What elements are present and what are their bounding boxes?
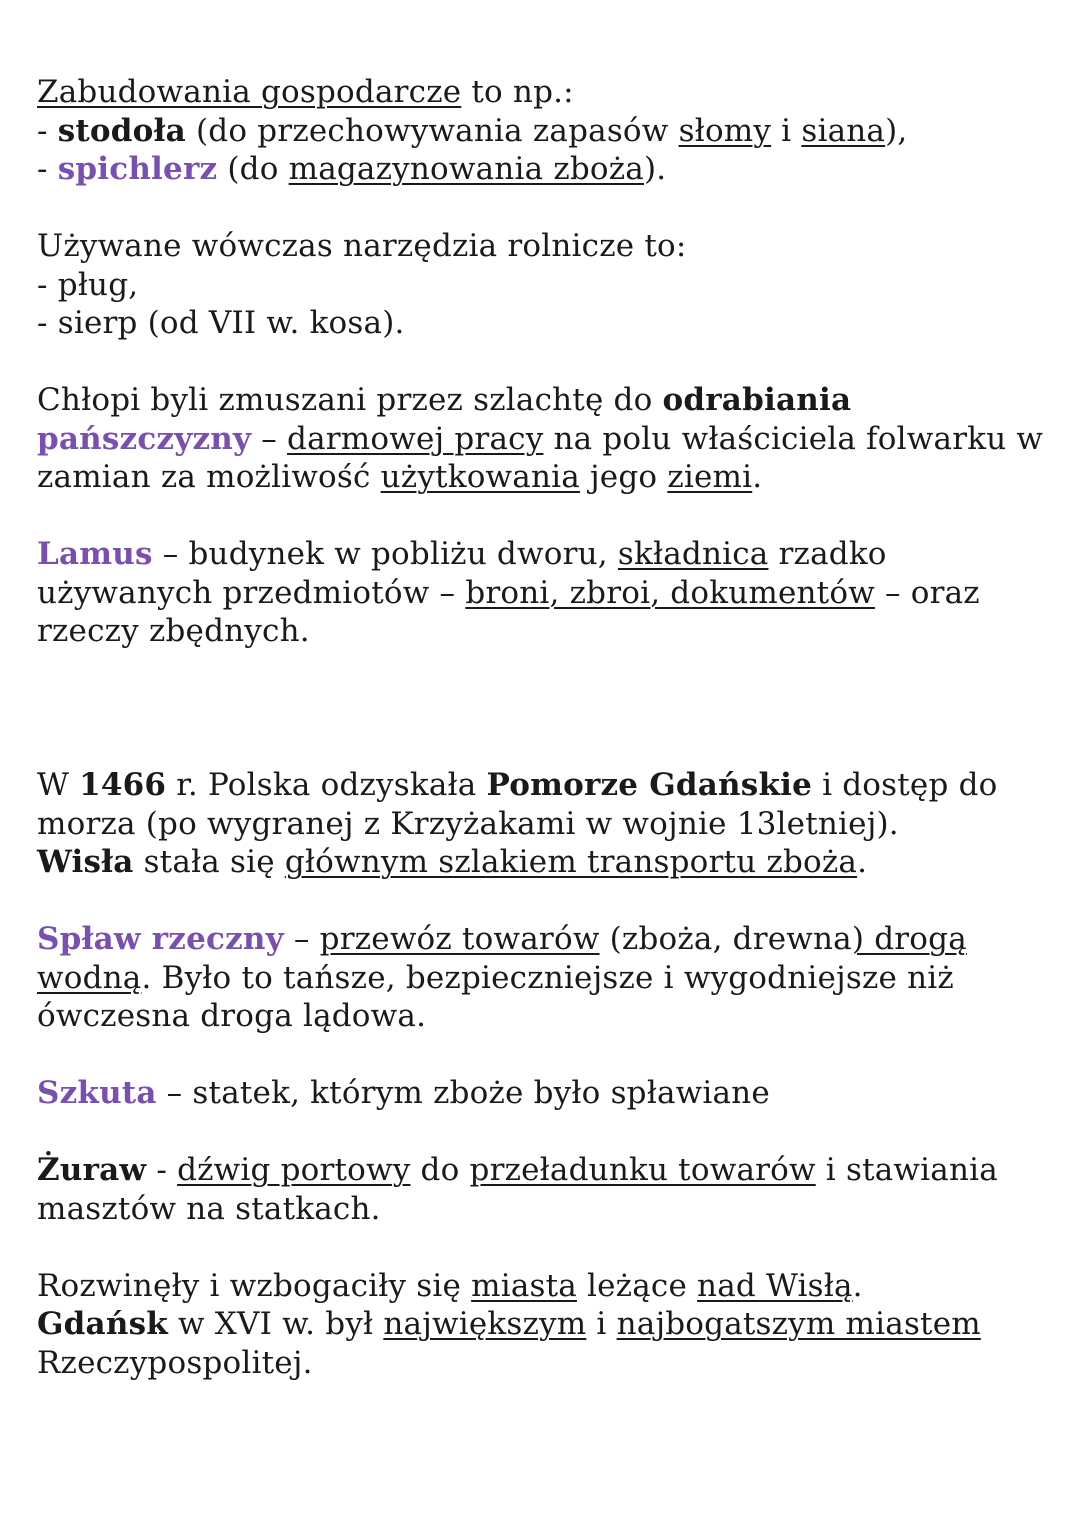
text-span: do (410, 1152, 470, 1188)
bold-term: Pomorze Gdańskie (486, 767, 813, 803)
text-span: i dostęp do (812, 767, 998, 803)
text-span: ), (885, 112, 908, 149)
text-line (37, 1151, 1057, 1190)
paragraph-splaw (37, 920, 1057, 1036)
text-line: Rzeczypospolitej. (37, 1344, 313, 1381)
text-line (37, 959, 1057, 998)
text-line (37, 920, 1057, 959)
text-line: morza (po wygranej z Krzyżakami w wojnie 13letniej). (37, 805, 899, 842)
text-span: – statek, którym zboże było spławiane (156, 1075, 770, 1111)
underlined-term: miasta (471, 1267, 577, 1304)
underlined-term: broni, zbroi, dokumentów (465, 574, 875, 611)
underlined-term: ) drogą (851, 921, 967, 957)
spacer (37, 497, 1057, 536)
paragraph-pomorze (37, 766, 1057, 882)
text-span: (do (217, 151, 289, 187)
text-line: Używane wówczas narzędzia rolnicze to: (37, 228, 687, 264)
text-span: – oraz (874, 574, 980, 611)
spacer (37, 1228, 1057, 1267)
text-span: Chłopi byli zmuszani przez szlachtę do (37, 382, 663, 418)
bold-term: odrabiania (662, 382, 852, 418)
list-item-spichlerz (37, 150, 1057, 189)
underlined-term: darmowej pracy (287, 420, 544, 457)
text-span: W (37, 767, 80, 803)
text-line (37, 1267, 1057, 1306)
underlined-term: użytkowania (380, 459, 580, 495)
text-span: jego (579, 459, 668, 495)
text-span: na polu właściciela folwarku w (543, 420, 1044, 457)
text-span: i stawiania (815, 1152, 998, 1188)
document-page (37, 73, 1057, 1382)
underlined-term: magazynowania zboża (288, 151, 644, 187)
underlined-term: składnica (617, 536, 769, 572)
underlined-term: ziemi (667, 459, 753, 495)
underlined-term: siana (801, 112, 886, 149)
paragraph-panszczyzna (37, 381, 1057, 497)
highlighted-term-spichlerz: spichlerz (57, 151, 218, 187)
underlined-term: nad Wisłą (697, 1267, 853, 1304)
text-span: stała się (133, 844, 285, 880)
text-span: r. Polska odzyskała (166, 767, 487, 803)
paragraph-tools (37, 227, 1057, 343)
text-span: to np.: (461, 74, 574, 110)
text-span: leżące (576, 1267, 698, 1304)
paragraph-szkuta (37, 1074, 1057, 1113)
underlined-term: najbogatszym miastem (616, 1306, 981, 1342)
spacer (37, 189, 1057, 228)
paragraph-gdansk (37, 1267, 1057, 1383)
text-line: ówczesna droga lądowa. (37, 998, 427, 1034)
underlined-term: słomy (678, 112, 772, 149)
text-line (37, 381, 1057, 420)
text-span: używanych przedmiotów – (37, 574, 466, 611)
text-line (37, 73, 1057, 112)
text-line (37, 420, 1057, 459)
text-span: . (752, 459, 763, 495)
text-span: rzadko (768, 536, 887, 572)
bullet-dash: - (37, 112, 58, 149)
text-line (37, 766, 1057, 805)
text-span: . (857, 844, 868, 880)
underlined-term: dźwig portowy (177, 1152, 411, 1188)
underlined-term: przeładunku towarów (469, 1152, 816, 1188)
spacer (37, 1036, 1057, 1075)
paragraph-lamus (37, 535, 1057, 651)
underlined-term: głównym szlakiem transportu zboża (284, 844, 858, 880)
text-line (37, 1074, 1057, 1113)
text-span: w XVI w. był (167, 1306, 384, 1342)
highlighted-term-lamus: Lamus (37, 536, 153, 572)
text-span: . Było to tańsze, bezpieczniejsze i wygodniejsze niż (141, 959, 954, 996)
text-span: – (283, 921, 320, 957)
text-line (37, 843, 1057, 882)
list-item-stodola (37, 112, 1057, 151)
paragraph-farm-buildings (37, 73, 1057, 189)
text-span: i (586, 1306, 617, 1342)
text-line (37, 458, 1057, 497)
text-span: ). (643, 151, 667, 187)
underlined-term: Zabudowania gospodarcze (37, 74, 462, 110)
underlined-term: przewóz towarów (319, 921, 600, 957)
text-span: Rozwinęły i wzbogaciły się (37, 1267, 472, 1304)
text-span: i (771, 112, 802, 149)
highlighted-term-splaw: Spław rzeczny (37, 921, 284, 957)
list-item-plug: - pług, (37, 266, 139, 303)
text-line (37, 1305, 1057, 1344)
text-span: . (852, 1267, 863, 1304)
spacer (37, 1113, 1057, 1152)
paragraph-zuraw (37, 1151, 1057, 1228)
highlighted-term-szkuta: Szkuta (37, 1075, 157, 1111)
bullet-dash: - (37, 151, 58, 187)
text-line (37, 535, 1057, 574)
bold-term: Wisła (37, 844, 134, 880)
underlined-term: największym (383, 1306, 587, 1342)
spacer (37, 651, 1057, 767)
underlined-term: wodną (37, 959, 142, 996)
text-span: (zboża, drewna (599, 921, 852, 957)
bold-term-stodola: stodoła (57, 112, 186, 149)
spacer (37, 882, 1057, 921)
bold-term-zuraw: Żuraw (37, 1152, 147, 1188)
text-span: – (251, 420, 288, 457)
text-span: (do przechowywania zapasów (185, 112, 679, 149)
highlighted-term-panszczyzny: pańszczyzny (37, 420, 252, 457)
bold-year: 1466 (79, 767, 167, 803)
list-item-sierp: - sierp (od VII w. kosa). (37, 305, 405, 341)
text-line (37, 574, 1057, 613)
text-span: - (146, 1152, 178, 1188)
text-span: zamian za możliwość (37, 459, 381, 495)
text-line: rzeczy zbędnych. (37, 613, 310, 649)
text-span: – budynek w pobliżu dworu, (152, 536, 618, 572)
spacer (37, 343, 1057, 382)
bold-term-gdansk: Gdańsk (37, 1306, 168, 1342)
text-line: masztów na statkach. (37, 1190, 381, 1227)
